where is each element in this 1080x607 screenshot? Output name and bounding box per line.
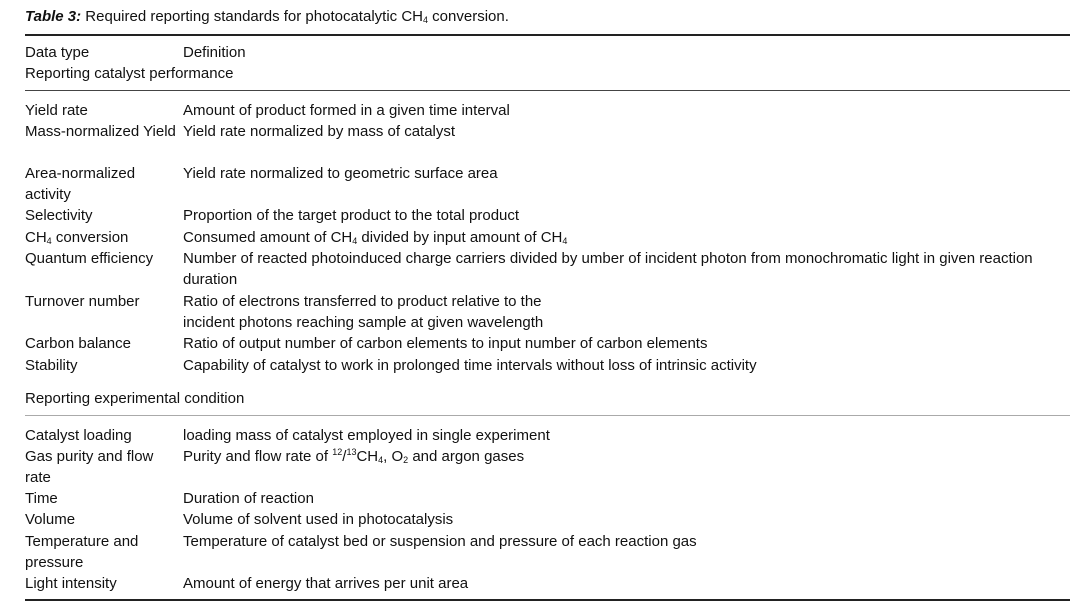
definition-cell: Number of reacted photoinduced charge carriers divided by umber of incident photon from monochromatic light in given reaction duration — [183, 250, 1033, 288]
data-type-cell: Area-normalized activity — [25, 165, 136, 203]
section-title-performance: Reporting catalyst performance — [25, 65, 234, 82]
definition-cell: Amount of energy that arrives per unit area — [183, 575, 469, 592]
section-rule-performance — [25, 90, 1070, 91]
bottom-rule — [25, 599, 1070, 601]
section-title-experimental: Reporting experimental condition — [25, 390, 245, 407]
data-type-cell: Yield rate — [25, 102, 88, 119]
caption-subscript: 4 — [422, 15, 428, 25]
definition-cell: Ratio of output number of carbon elements to input number of carbon elements — [183, 335, 708, 352]
data-type-cell: Catalyst loading — [25, 427, 132, 444]
definition-cell: Yield rate normalized by mass of catalyst — [183, 123, 456, 140]
definition-cell: Proportion of the target product to the total product — [183, 207, 520, 224]
data-type-cell: Quantum efficiency — [25, 250, 154, 267]
data-type-cell: Temperature and pressure — [25, 533, 139, 571]
header-data-type: Data type — [25, 44, 90, 61]
definition-cell: Temperature of catalyst bed or suspension and pressure of each reaction gas — [183, 533, 697, 550]
definition-cell: Purity and flow rate of $^{12}/^{13}CH_4$, $O_2$ and argon gases — [183, 447, 525, 465]
data-type-cell: Time — [25, 490, 58, 507]
data-type-cell: $CH_4$ conversion — [25, 229, 129, 246]
definition-cell: Consumed amount of $CH_4$ divided by input amount of $CH_4$ — [183, 229, 568, 246]
caption-text: Required reporting standards for photocatalytic CH — [81, 8, 423, 25]
data-type-cell: Carbon balance — [25, 335, 131, 352]
section-rule-experimental — [25, 415, 1070, 416]
definition-cell: Amount of product formed in a given time interval — [183, 102, 510, 119]
table-caption — [25, 7, 509, 27]
data-type-cell: Turnover number — [25, 293, 140, 310]
data-type-cell: Stability — [25, 357, 78, 374]
data-type-cell: Mass-normalized Yield — [25, 123, 176, 140]
data-type-cell: Gas purity and flow rate — [25, 448, 154, 486]
data-type-cell: Light intensity — [25, 575, 117, 592]
definition-cell: Ratio of electrons transferred to product relative to the incident photons reaching sample at given wavelength — [183, 293, 544, 331]
data-type-cell: Volume — [25, 511, 76, 528]
data-type-cell: Selectivity — [25, 207, 93, 224]
definition-cell: Yield rate normalized to geometric surface area — [183, 165, 498, 182]
header-definition: Definition — [183, 44, 246, 61]
definition-cell: loading mass of catalyst employed in single experiment — [183, 427, 550, 444]
caption-text-end: conversion. — [428, 8, 509, 25]
definition-cell: Duration of reaction — [183, 490, 314, 507]
top-rule — [25, 34, 1070, 36]
definition-cell: Capability of catalyst to work in prolonged time intervals without loss of intrinsic activity — [183, 357, 757, 374]
table-label: Table 3: — [25, 8, 82, 25]
definition-cell: Volume of solvent used in photocatalysis — [183, 511, 454, 528]
